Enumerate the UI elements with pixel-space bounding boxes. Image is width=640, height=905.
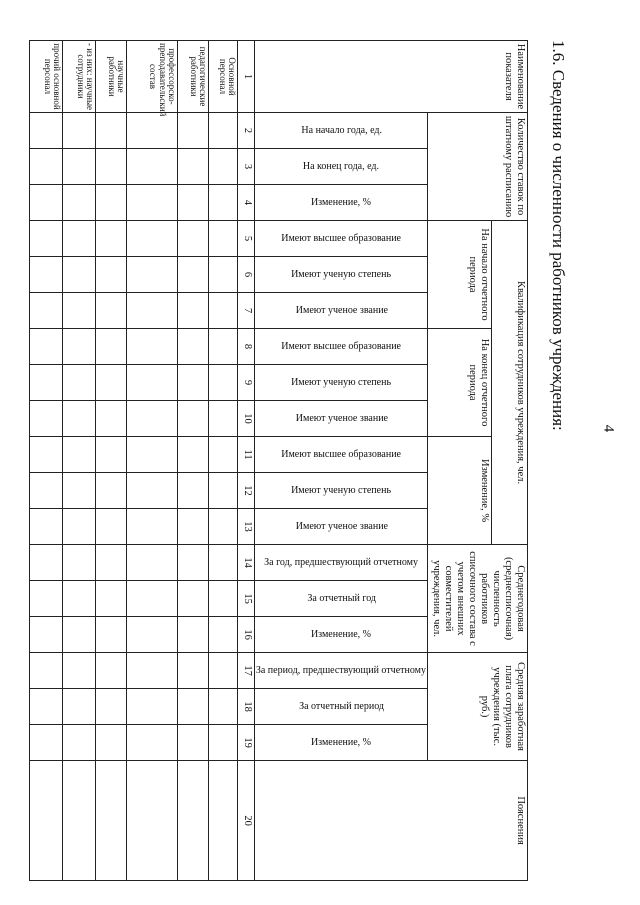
table-cell[interactable] [96,365,127,401]
table-cell[interactable] [127,437,178,473]
table-cell[interactable] [127,509,178,545]
column-numbers-row [238,41,255,881]
table-cell[interactable] [209,761,238,881]
table-cell[interactable] [127,365,178,401]
col-number: 15 [238,581,255,617]
table-cell[interactable] [96,509,127,545]
header-end: На конец отчетного периода [428,329,492,437]
table-cell[interactable] [178,329,209,365]
table-cell[interactable] [63,725,96,761]
col-number: 13 [238,509,255,545]
table-cell[interactable] [209,617,238,653]
table-cell[interactable] [209,581,238,617]
col-number: 20 [238,761,255,881]
table-cell[interactable] [178,257,209,293]
table-cell[interactable] [30,581,63,617]
table-cell[interactable] [209,545,238,581]
sub-degree-start: Имеют ученую степень [255,257,428,293]
row-label: Основной персонал [209,41,238,113]
col-number: 8 [238,329,255,365]
table-cell[interactable] [30,221,63,257]
table-cell[interactable] [178,437,209,473]
header-start: На начало отчетного периода [428,221,492,329]
table-cell[interactable] [96,329,127,365]
table-cell[interactable] [127,401,178,437]
table-cell[interactable] [209,653,238,689]
sub-title-change: Имеют ученое звание [255,509,428,545]
table-cell[interactable] [63,221,96,257]
table-cell[interactable] [30,509,63,545]
sub-end-year: На конец года, ед. [255,149,428,185]
table-cell[interactable] [30,473,63,509]
table-row [63,41,96,881]
table-cell[interactable] [96,437,127,473]
row-label: - из них: научные сотрудники [63,41,96,113]
col-number: 3 [238,149,255,185]
table-cell[interactable] [127,761,178,881]
table-cell[interactable] [127,221,178,257]
table-cell[interactable] [96,581,127,617]
col-number: 5 [238,221,255,257]
table-cell[interactable] [63,401,96,437]
rotated-content [42,40,568,880]
sub-higher-ed-start: Имеют высшее образование [255,221,428,257]
col-number: 4 [238,185,255,221]
table-cell[interactable] [127,257,178,293]
table-row [30,41,63,881]
table-cell[interactable] [127,329,178,365]
sub-change: Изменение, % [255,185,428,221]
table-cell[interactable] [178,473,209,509]
table-cell[interactable] [63,653,96,689]
table-cell[interactable] [209,689,238,725]
table-cell[interactable] [63,581,96,617]
row-label: научные работники [96,41,127,113]
table-cell[interactable] [96,185,127,221]
table-cell[interactable] [178,509,209,545]
header-kval: Квалификация сотрудников учреждения, чел. [492,221,528,545]
table-cell[interactable] [209,725,238,761]
table-cell[interactable] [63,689,96,725]
table-cell[interactable] [96,473,127,509]
table-cell[interactable] [127,473,178,509]
sub-title-start: Имеют ученое звание [255,293,428,329]
header-avgcount: Среднегодовая (среднесписочная) численность работников списочного состава с учетом внешних совместителей учреждения, чел. [428,545,528,653]
header-name: Наименование показателя [255,41,528,113]
col-number: 19 [238,725,255,761]
table-cell[interactable] [178,185,209,221]
table-cell[interactable] [127,545,178,581]
col-number: 16 [238,617,255,653]
table-cell[interactable] [30,329,63,365]
table-cell[interactable] [96,761,127,881]
col-number: 6 [238,257,255,293]
col-number: 17 [238,653,255,689]
table-cell[interactable] [96,545,127,581]
table-cell[interactable] [30,401,63,437]
table-cell[interactable] [63,509,96,545]
table-cell[interactable] [209,257,238,293]
table-row [127,41,178,881]
col-number: 2 [238,113,255,149]
table-cell[interactable] [63,545,96,581]
table-cell[interactable] [63,329,96,365]
table-cell[interactable] [63,617,96,653]
header-change: Изменение, % [428,437,492,545]
table-cell[interactable] [209,401,238,437]
table-cell[interactable] [63,149,96,185]
table-cell[interactable] [63,293,96,329]
sub-title-end: Имеют ученое звание [255,401,428,437]
table-cell[interactable] [178,293,209,329]
table-cell[interactable] [30,761,63,881]
table-cell[interactable] [178,149,209,185]
table-cell[interactable] [30,185,63,221]
table-cell[interactable] [178,653,209,689]
table-row [209,41,238,881]
table-cell[interactable] [127,689,178,725]
staff-table [29,40,528,881]
table-cell[interactable] [63,185,96,221]
sub-report-year: За отчетный год [255,581,428,617]
col-number: 12 [238,473,255,509]
table-cell[interactable] [209,473,238,509]
table-cell[interactable] [127,581,178,617]
header-notes: Пояснения [255,761,528,881]
table-cell[interactable] [30,113,63,149]
table-cell[interactable] [30,149,63,185]
table-cell[interactable] [96,689,127,725]
table-cell[interactable] [127,113,178,149]
sub-report-period: За отчетный период [255,689,428,725]
table-cell[interactable] [96,725,127,761]
table-cell[interactable] [96,221,127,257]
table-cell[interactable] [30,617,63,653]
table-cell[interactable] [96,401,127,437]
row-label: профессорско-преподавательский состав [127,41,178,113]
table-row [178,41,209,881]
table-cell[interactable] [178,617,209,653]
row-label: педагогические работники [178,41,209,113]
sub-degree-end: Имеют ученую степень [255,365,428,401]
sub-prev-period: За период, предшествующий отчетному [255,653,428,689]
col-number: 7 [238,293,255,329]
sub-degree-change: Имеют ученую степень [255,473,428,509]
table-cell[interactable] [63,365,96,401]
table-cell[interactable] [127,185,178,221]
sub-prev-year: За год, предшествующий отчетному [255,545,428,581]
table-cell[interactable] [30,545,63,581]
table-cell[interactable] [209,149,238,185]
col-number: 14 [238,545,255,581]
section-heading: 1.6. Сведения о численности работников учреждения: [549,40,568,431]
col-number: 9 [238,365,255,401]
table-cell[interactable] [178,365,209,401]
table-cell[interactable] [63,761,96,881]
col-number: 1 [238,41,255,113]
table-cell[interactable] [178,221,209,257]
sub-higher-ed-end: Имеют высшее образование [255,329,428,365]
table-cell[interactable] [30,725,63,761]
table-cell[interactable] [96,257,127,293]
table-cell[interactable] [209,185,238,221]
table-cell[interactable] [30,437,63,473]
table-cell[interactable] [178,725,209,761]
col-number: 18 [238,689,255,725]
sub-higher-ed-change: Имеют высшее образование [255,437,428,473]
table-cell[interactable] [178,545,209,581]
sub-begin-year: На начало года, ед. [255,113,428,149]
table-cell[interactable] [209,221,238,257]
table-cell[interactable] [178,113,209,149]
table-cell[interactable] [127,725,178,761]
header-stavki: Количество ставок по штатному расписанию [428,113,528,221]
header-salary: Средняя заработная плата сотрудников учреждения (тыс. руб.) [428,653,528,761]
table-cell[interactable] [96,293,127,329]
row-label: прочий основной персонал [30,41,63,113]
table-cell[interactable] [96,149,127,185]
table-cell[interactable] [63,257,96,293]
table-cell[interactable] [178,581,209,617]
table-cell[interactable] [127,617,178,653]
col-number: 11 [238,437,255,473]
table-cell[interactable] [30,293,63,329]
table-cell[interactable] [127,149,178,185]
table-cell[interactable] [209,113,238,149]
col-number: 10 [238,401,255,437]
table-cell[interactable] [127,293,178,329]
table-cell[interactable] [96,653,127,689]
table-cell[interactable] [209,329,238,365]
table-cell[interactable] [30,257,63,293]
table-cell[interactable] [30,689,63,725]
table-cell[interactable] [96,617,127,653]
data-rows [30,41,238,881]
sub-salary-change: Изменение, % [255,725,428,761]
table-cell[interactable] [209,437,238,473]
table-cell[interactable] [209,365,238,401]
table-cell[interactable] [63,437,96,473]
table-cell[interactable] [63,473,96,509]
sub-avg-change: Изменение, % [255,617,428,653]
table-cell[interactable] [127,653,178,689]
table-row [96,41,127,881]
page-number: 4 [600,424,617,433]
table-cell[interactable] [63,113,96,149]
table-cell[interactable] [178,689,209,725]
table-cell[interactable] [96,113,127,149]
table-cell[interactable] [209,509,238,545]
table-cell[interactable] [209,293,238,329]
table-cell[interactable] [30,653,63,689]
table-cell[interactable] [178,401,209,437]
table-cell[interactable] [30,365,63,401]
table-cell[interactable] [178,761,209,881]
